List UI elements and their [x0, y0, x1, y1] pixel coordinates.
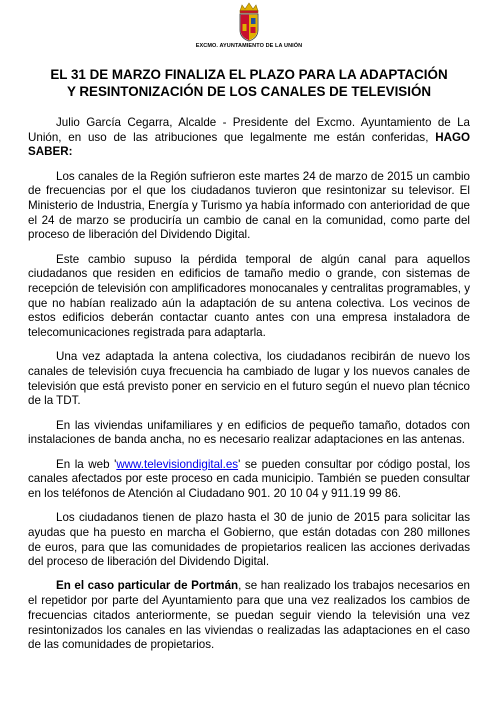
organization-name: EXCMO. AYUNTAMIENTO DE LA UNIÓN: [195, 43, 303, 49]
title-line-1: EL 31 DE MARZO FINALIZA EL PLAZO PARA LA ADAPTACIÓN: [50, 67, 448, 82]
document-body: [28, 116, 470, 653]
paragraph-1-text: Julio García Cegarra, Alcalde - Presidente del Excmo. Ayuntamiento de La Unión, en uso de las atribuciones que legalmente me están conferidas,: [28, 116, 470, 144]
paragraph-6: [28, 458, 470, 502]
paragraph-8-text: , se han realizado los trabajos necesarios en el repetidor por parte del Ayuntamiento para que una vez realizados los cambios de frecuencias citados anteriormente, se puedan seguir viendo la televisión una vez resintonizados los canales en las viviendas o realizadas las adaptaciones en el caso de las comunidades de propietarios.: [28, 579, 471, 652]
paragraph-6-after: ' se pueden consultar por código postal, los canales afectados por este proceso en cada municipio. También se pueden consultar en los teléfonos de Atención al Ciudadano 901. 20 10 04 y 911.19 99 86.: [28, 457, 470, 500]
paragraph-2: Los canales de la Región sufrieron este martes 24 de marzo de 2015 un cambio de frecuencias por el que los ciudadanos tuvieron que resintonizar su televisor. El Ministerio de Industria, Energía y Turismo ya había informado con anterioridad de que el 24 de marzo se produciría un cambio de canal en la comunidad, como parte del proceso de liberación del Dividendo Digital.: [28, 169, 470, 242]
paragraph-5: En las viviendas unifamiliares y en edificios de pequeño tamaño, dotados con instalaciones de banda ancha, no es necesario realizar adaptaciones en las antenas.: [28, 418, 470, 447]
page-title: [28, 66, 470, 100]
portman-heading: En el caso particular de Portmán: [56, 579, 239, 593]
title-line-2: Y RESINTONIZACIÓN DE LOS CANALES DE TELEVISIÓN: [66, 84, 432, 99]
paragraph-3: Este cambio supuso la pérdida temporal de algún canal para aquellos ciudadanos que residen en edificios de tamaño medio o grande, con sistemas de recepción de televisión con amplificadores monocanales y centralitas programables, y que no habían realizado aún la adaptación de su antena colectiva. Los vecinos de estos edificios deberán contactar cuanto antes con una empresa instaladora de telecomunicaciones registrada para adaptarla.: [28, 252, 470, 340]
televisiondigital-link[interactable]: www.televisiondigital.es: [116, 457, 239, 471]
paragraph-6-before: En la web ': [56, 457, 117, 471]
header: [28, 0, 470, 49]
paragraph-4: Una vez adaptada la antena colectiva, los ciudadanos recibirán de nuevo los canales de televisión cuya frecuencia ha cambiado de lugar y los nuevos canales de televisión que está previsto poner en servicio en el futuro según el nuevo plan técnico de la TDT.: [28, 350, 470, 408]
paragraph-7: Los ciudadanos tienen de plazo hasta el 30 de junio de 2015 para solicitar las ayudas que ha puesto en marcha el Gobierno, que están dotadas con 280 millones de euros, para que las comunidades de propietarios realicen las acciones derivadas del proceso de liberación del Dividendo Digital.: [28, 511, 470, 569]
paragraph-8: [28, 579, 470, 653]
coat-of-arms-icon: [236, 2, 262, 42]
hago-saber: HAGO SABER:: [28, 130, 470, 159]
paragraph-1: [28, 116, 470, 160]
